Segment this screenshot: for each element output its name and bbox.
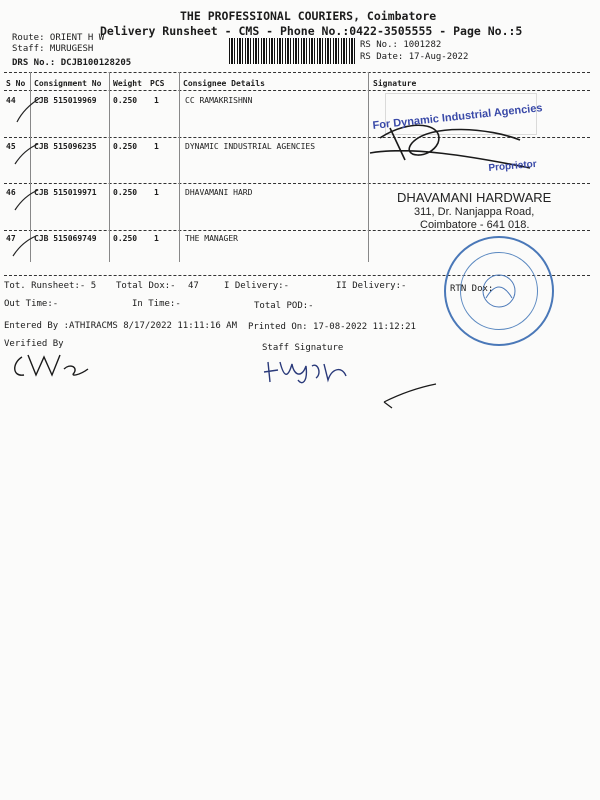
row-consignment: CJB 515019969 — [34, 96, 97, 105]
i-delivery: I Delivery:- — [224, 281, 290, 291]
rs-date: RS Date: 17-Aug-2022 — [360, 52, 469, 62]
rs-no: RS No.: 1001282 — [360, 40, 442, 50]
table-top-rule — [4, 72, 590, 73]
stamp-dhavamani-name: DHAVAMANI HARDWARE — [397, 190, 552, 205]
column-divider — [109, 72, 110, 262]
staff: Staff: MURUGESH — [12, 44, 94, 54]
row-consignment: CJB 515096235 — [34, 142, 97, 151]
col-header-pcs: PCS — [150, 79, 165, 88]
company-name: THE PROFESSIONAL COURIERS, Coimbatore — [180, 9, 437, 23]
verified-by: Verified By — [4, 339, 64, 349]
stamp-dynamic: For Dynamic Industrial Agencies — [372, 102, 544, 132]
total-dox-value: 47 — [188, 281, 199, 291]
route: Route: ORIENT H W — [12, 33, 105, 43]
row-consignee: CC RAMAKRISHNN — [185, 96, 253, 105]
row-sno: 46 — [6, 188, 16, 197]
row-weight: 0.250 — [113, 234, 138, 243]
ii-delivery: II Delivery:- — [336, 281, 407, 291]
row-sno: 44 — [6, 96, 16, 105]
pen-stroke — [380, 380, 440, 410]
row-pcs: 1 — [154, 142, 159, 151]
tick-mark-icon — [10, 232, 40, 272]
row-pcs: 1 — [154, 96, 159, 105]
row-rule — [4, 183, 590, 184]
row-weight: 0.250 — [113, 96, 138, 105]
row-consignee: DYNAMIC INDUSTRIAL AGENCIES — [185, 142, 316, 151]
row-sno: 45 — [6, 142, 16, 151]
stamp-proprietor: Proprietor — [488, 158, 538, 174]
row-sno: 47 — [6, 234, 16, 243]
tot-runsheet: Tot. Runsheet:- 5 — [4, 281, 97, 291]
tick-mark-icon — [12, 186, 42, 226]
stamp-dhavamani-address: 311, Dr. Nanjappa Road, — [414, 206, 535, 218]
col-header-sno: S No — [6, 79, 26, 88]
staff-signature-label: Staff Signature — [262, 343, 344, 353]
col-header-consignment: Consignment No — [34, 79, 102, 88]
col-header-consignee: Consignee Details — [183, 79, 265, 88]
row-pcs: 1 — [154, 234, 159, 243]
row-weight: 0.250 — [113, 188, 138, 197]
entered-by: Entered By :ATHIRACMS 8/17/2022 11:11:16 AM — [4, 321, 237, 331]
out-time: Out Time:- — [4, 299, 59, 309]
col-header-signature: Signature — [373, 79, 417, 88]
staff-signature — [262, 352, 362, 388]
header-rule — [4, 90, 590, 91]
row-consignee: DHAVAMANI HARD — [185, 188, 253, 197]
barcode — [229, 38, 355, 64]
column-divider — [179, 72, 180, 262]
row-weight: 0.250 — [113, 142, 138, 151]
row-consignment: CJB 515019971 — [34, 188, 97, 197]
stamp-dhavamani-city: Coimbatore - 641 018. — [420, 219, 530, 231]
tick-mark-icon — [14, 94, 44, 134]
total-pod: Total POD:- — [254, 301, 314, 311]
verifier-signature — [8, 345, 98, 385]
col-header-weight: Weight — [113, 79, 142, 88]
tick-mark-icon — [12, 140, 42, 180]
total-dox-label: Total Dox:- — [116, 281, 176, 291]
in-time: In Time:- — [132, 299, 181, 309]
runsheet-title: Delivery Runsheet - CMS - Phone No.:0422-3505555 - Page No.:5 — [100, 24, 523, 38]
row-consignee: THE MANAGER — [185, 234, 238, 243]
row-pcs: 1 — [154, 188, 159, 197]
drs-no: DRS No.: DCJB100128205 — [12, 58, 132, 68]
rtn-dox: RTN Dox: — [450, 284, 494, 294]
printed-on: Printed On: 17-08-2022 11:12:21 — [248, 322, 416, 332]
row-consignment: CJB 515069749 — [34, 234, 97, 243]
